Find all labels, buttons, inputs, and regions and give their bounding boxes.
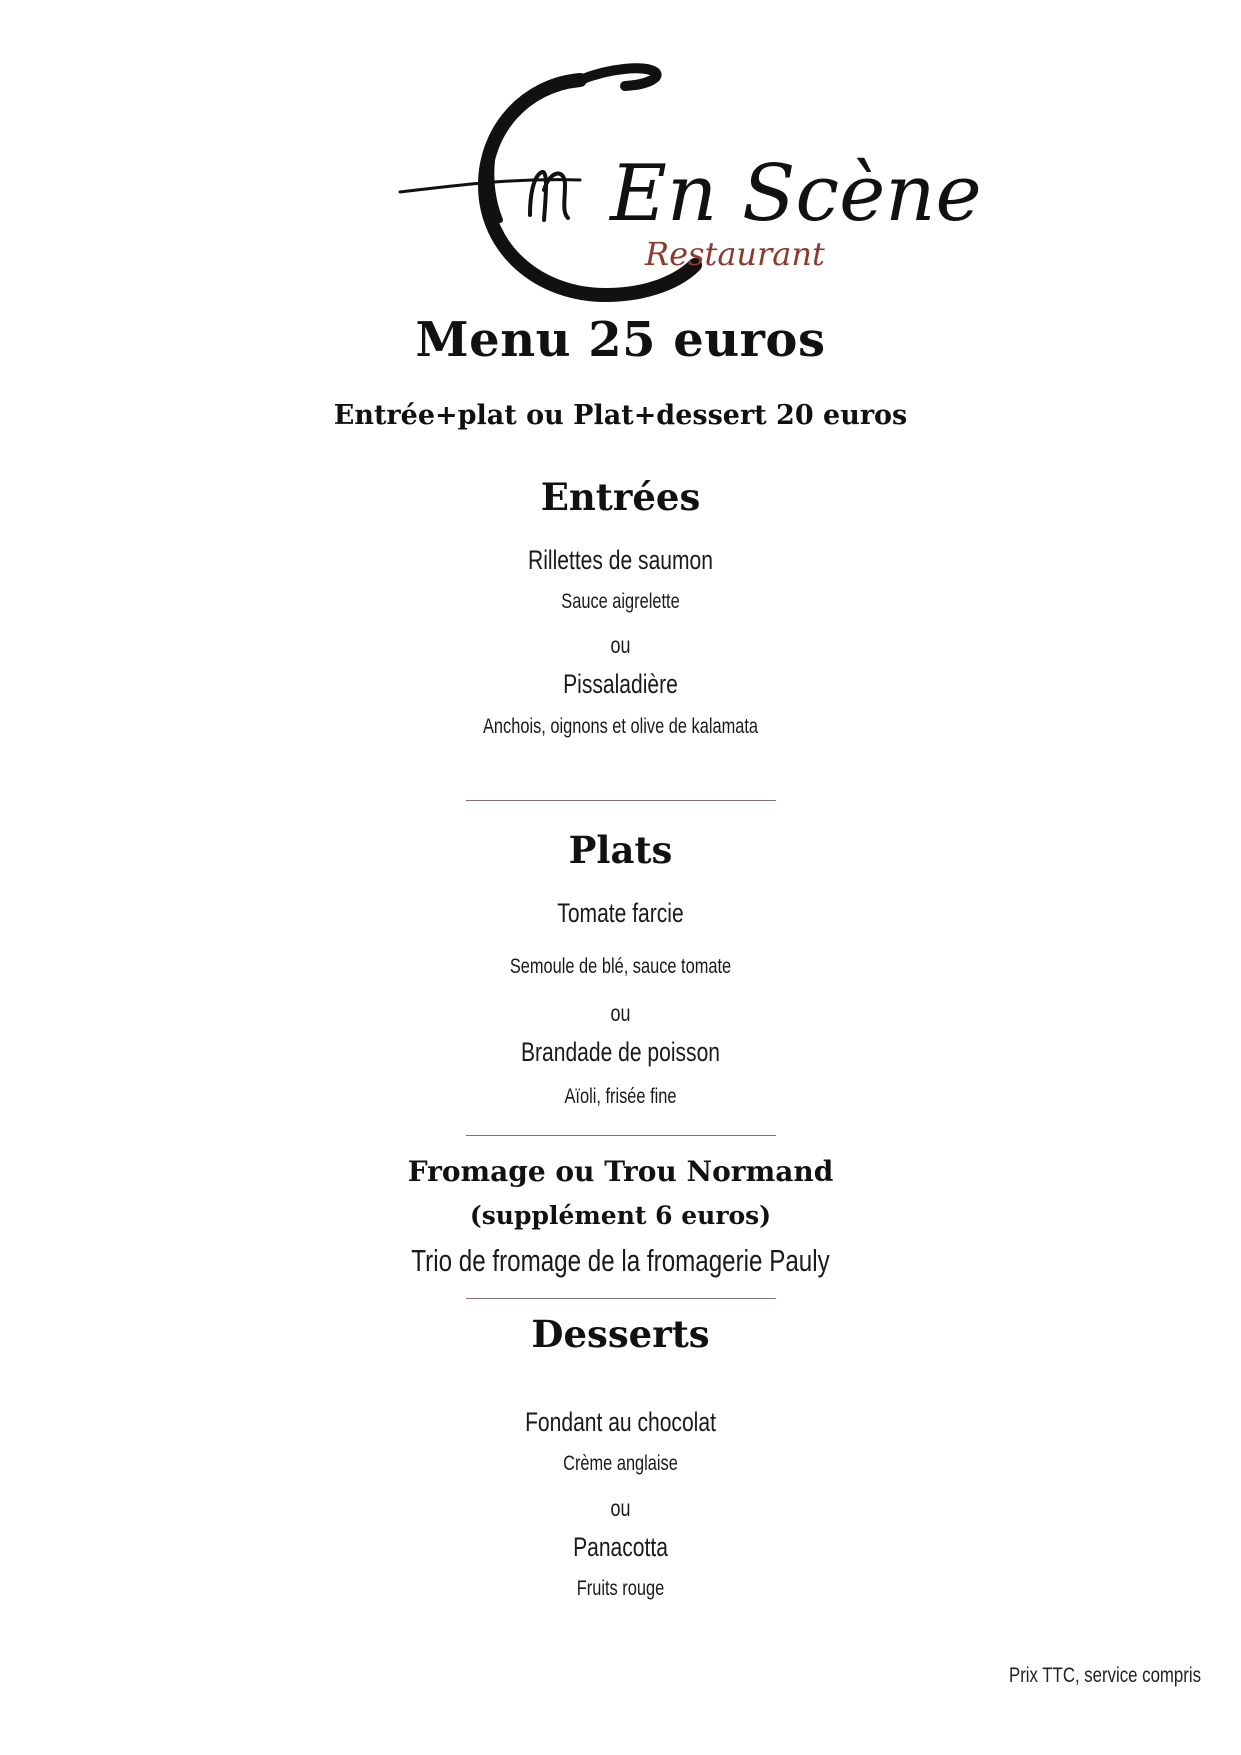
- menu-subtitle: Entrée+plat ou Plat+dessert 20 euros: [333, 400, 908, 431]
- dessert-dish-2: Panacotta: [573, 1532, 668, 1562]
- fromage-item: Trio de fromage de la fromagerie Pauly: [411, 1243, 830, 1278]
- footer-note: Prix TTC, service compris: [1009, 1664, 1201, 1687]
- logo-subtitle: Restaurant: [645, 235, 825, 273]
- logo-brush-circle-icon: [430, 50, 982, 310]
- section-heading-fromage: Fromage ou Trou Normand: [407, 1155, 834, 1188]
- entree-desc-2: Anchois, oignons et olive de kalamata: [483, 715, 758, 738]
- dessert-dish-1: Fondant au chocolat: [525, 1407, 716, 1437]
- restaurant-logo: [430, 50, 982, 310]
- plat-dish-1: Tomate farcie: [557, 898, 684, 928]
- section-heading-desserts: Desserts: [531, 1312, 710, 1356]
- section-divider: [466, 1298, 776, 1299]
- menu-title: Menu 25 euros: [415, 312, 826, 368]
- section-divider: [466, 800, 776, 801]
- fromage-supplement: (supplément 6 euros): [469, 1201, 772, 1230]
- entree-desc-1: Sauce aigrelette: [561, 590, 680, 613]
- section-heading-entrees: Entrées: [540, 475, 701, 519]
- entree-or: ou: [610, 632, 631, 658]
- entree-dish-2: Pissaladière: [563, 669, 678, 699]
- logo-wordmark: En Scène: [610, 149, 982, 239]
- section-heading-plats: Plats: [568, 828, 673, 872]
- section-divider: [466, 1135, 776, 1136]
- plat-desc-1: Semoule de blé, sauce tomate: [509, 955, 732, 978]
- plat-desc-2: Aïoli, frisée fine: [564, 1085, 677, 1108]
- dessert-or: ou: [610, 1495, 631, 1521]
- entree-dish-1: Rillettes de saumon: [528, 545, 713, 575]
- dessert-desc-1: Crème anglaise: [563, 1452, 678, 1475]
- plat-or: ou: [610, 1000, 631, 1026]
- dessert-desc-2: Fruits rouge: [576, 1577, 665, 1600]
- plat-dish-2: Brandade de poisson: [520, 1037, 721, 1067]
